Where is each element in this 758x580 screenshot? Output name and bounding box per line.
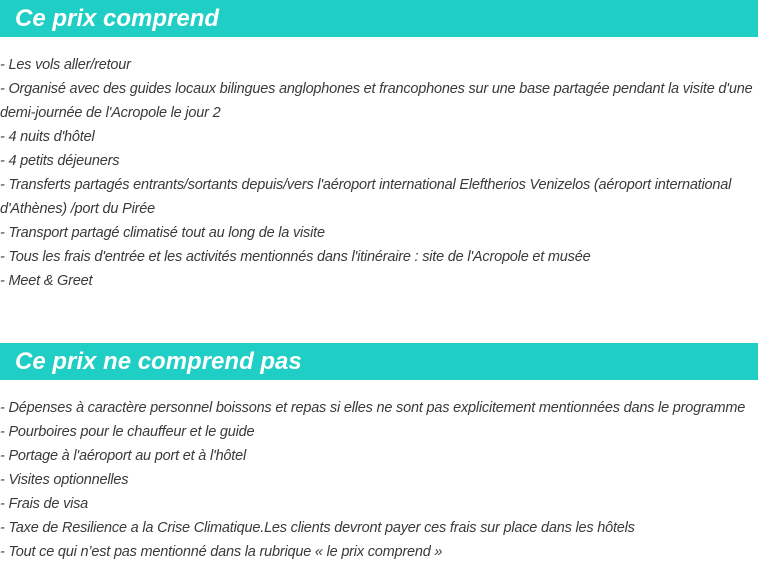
excluded-section-title: Ce prix ne comprend pas: [15, 348, 302, 375]
list-item: - Meet & Greet: [0, 273, 93, 289]
list-item: - Frais de visa: [0, 496, 89, 512]
list-item: - Transport partagé climatisé tout au long de la visite: [0, 225, 325, 241]
list-item: - Dépenses à caractère personnel boissons et repas si elles ne sont pas explicitement mentionnées dans le programme: [0, 400, 746, 416]
included-section-header: [0, 0, 758, 37]
list-item: - Transferts partagés entrants/sortants depuis/vers l'aéroport international Eleftherios Venizelos (aéroport international d'Athènes) /port du Pirée: [0, 177, 732, 217]
list-item: - Visites optionnelles: [0, 472, 129, 488]
list-item: - 4 nuits d'hôtel: [0, 129, 95, 145]
list-item: - Pourboires pour le chauffeur et le guide: [0, 424, 255, 440]
list-item: - Organisé avec des guides locaux bilingues anglophones et francophones sur une base partagée pendant la visite d'une demi-journée de l'Acropole le jour 2: [0, 81, 753, 121]
included-items-list: [0, 53, 758, 293]
list-item: - Tout ce qui n’est pas mentionné dans la rubrique « le prix comprend »: [0, 544, 443, 560]
list-item: - Portage à l'aéroport au port et à l'hôtel: [0, 448, 247, 464]
list-item: - Taxe de Resilience a la Crise Climatique.Les clients devront payer ces frais sur place dans les hôtels: [0, 520, 635, 536]
included-section-title: Ce prix comprend: [15, 5, 220, 32]
excluded-section-header: [0, 343, 758, 380]
excluded-items-list: [0, 396, 758, 564]
list-item: - Les vols aller/retour: [0, 57, 131, 73]
list-item: - 4 petits déjeuners: [0, 153, 120, 169]
list-item: - Tous les frais d'entrée et les activités mentionnés dans l'itinéraire : site de l'Acropole et musée: [0, 249, 591, 265]
